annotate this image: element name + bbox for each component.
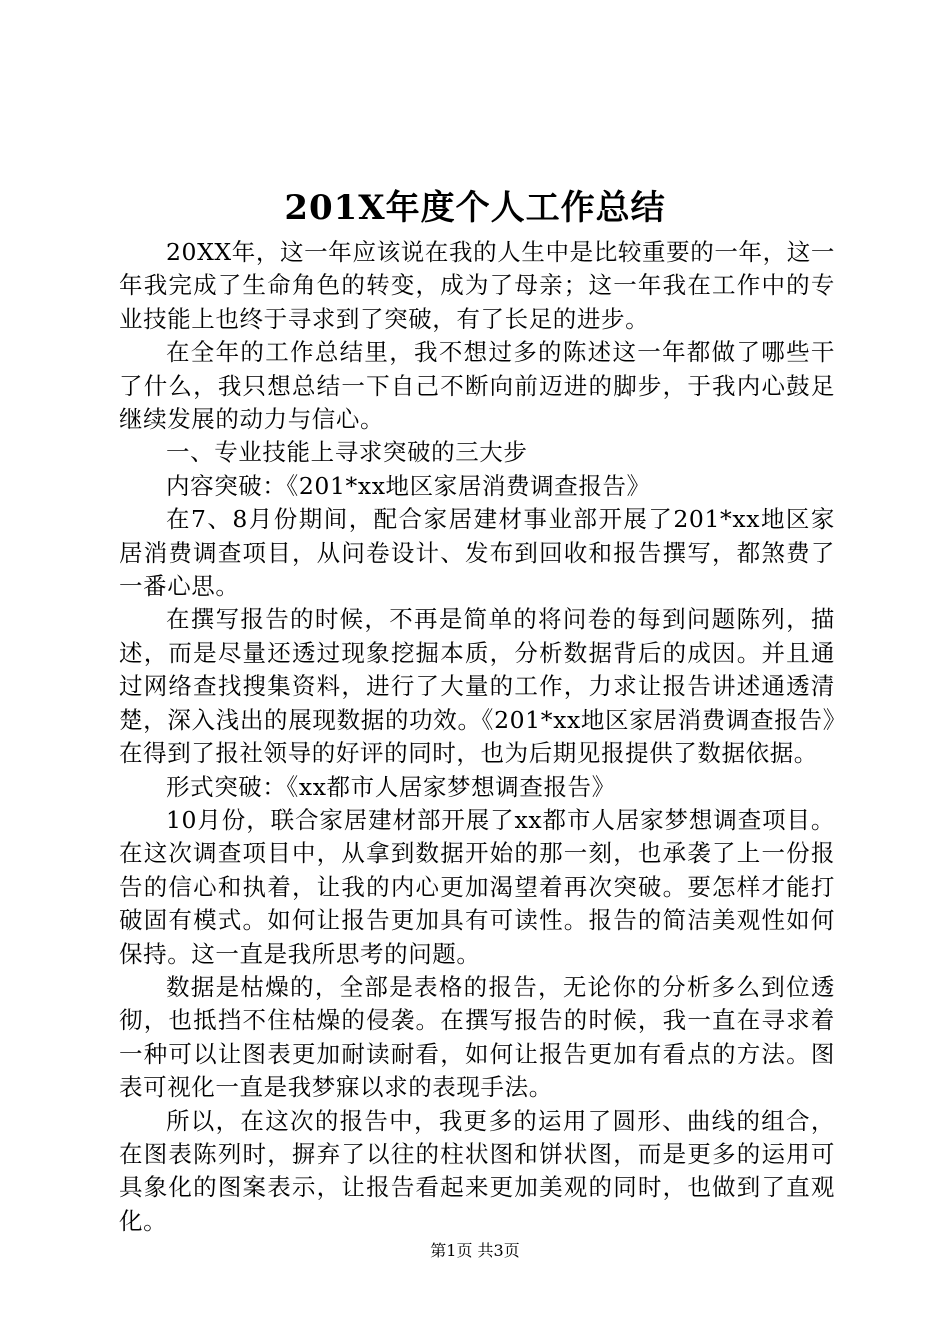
paragraph-intro: 20XX年，这一年应该说在我的人生中是比较重要的一年，这一年我完成了生命角色的转变，成为了母亲；这一年我在工作中的专业技能上也终于寻求到了突破，有了长足的进步。 [119,238,835,333]
subheading-content-breakthrough: 内容突破：《201*xx地区家居消费调查报告》 [166,471,651,500]
document-body [119,236,835,1238]
paragraph-summary: 在全年的工作总结里，我不想过多的陈述这一年都做了哪些干了什么，我只想总结一下自己不断向前迈进的脚步，于我内心鼓足继续发展的动力与信心。 [119,338,835,434]
paragraph-data-visualization: 数据是枯燥的，全部是表格的报告，无论你的分析多么到位透彻，也抵挡不住枯燥的侵袭。在撰写报告的时候，我一直在寻求着一种可以让图表更加耐读耐看，如何让报告更加有看点的方法。图表可视化一直是我梦寐以求的表现手法。 [119,972,835,1102]
paragraph-chart-design: 所以，在这次的报告中，我更多的运用了圆形、曲线的组合，在图表陈列时，摒弃了以往的柱状图和饼状图，而是更多的运用可具象化的图案表示，让报告看起来更加美观的同时，也做到了直观化。 [119,1106,835,1235]
paragraph-survey-project: 在7、8月份期间，配合家居建材事业部开展了201*xx地区家居消费调查项目，从问卷设计、发布到回收和报告撰写，都煞费了一番心思。 [119,505,835,601]
section-heading: 一、专业技能上寻求突破的三大步 [166,438,528,467]
subheading-form-breakthrough: 形式突破：《xx都市人居家梦想调查报告》 [166,772,616,801]
document-title: 201X年度个人工作总结 [284,188,666,228]
paragraph-october-project: 10月份，联合家居建材部开展了xx都市人居家梦想调查项目。在这次调查项目中，从拿到数据开始的那一刻，也承袭了上一份报告的信心和执着，让我的内心更加渴望着再次突破。要怎样才能打破固有模式。如何让报告更加具有可读性。报告的简洁美观性如何保持。这一直是我所思考的问题。 [119,805,835,968]
paragraph-report-writing: 在撰写报告的时候，不再是简单的将问卷的每到问题陈列，描述，而是尽量还透过现象挖掘本质，分析数据背后的成因。并且通过网络查找搜集资料，进行了大量的工作，力求让报告讲述通透清楚，深入浅出的展现数据的功效。《201*xx地区家居消费调查报告》在得到了报社领导的好评的同时，也为后期见报提供了数据依据。 [119,605,835,768]
page-number: 第1页 共3页 [430,1241,520,1260]
